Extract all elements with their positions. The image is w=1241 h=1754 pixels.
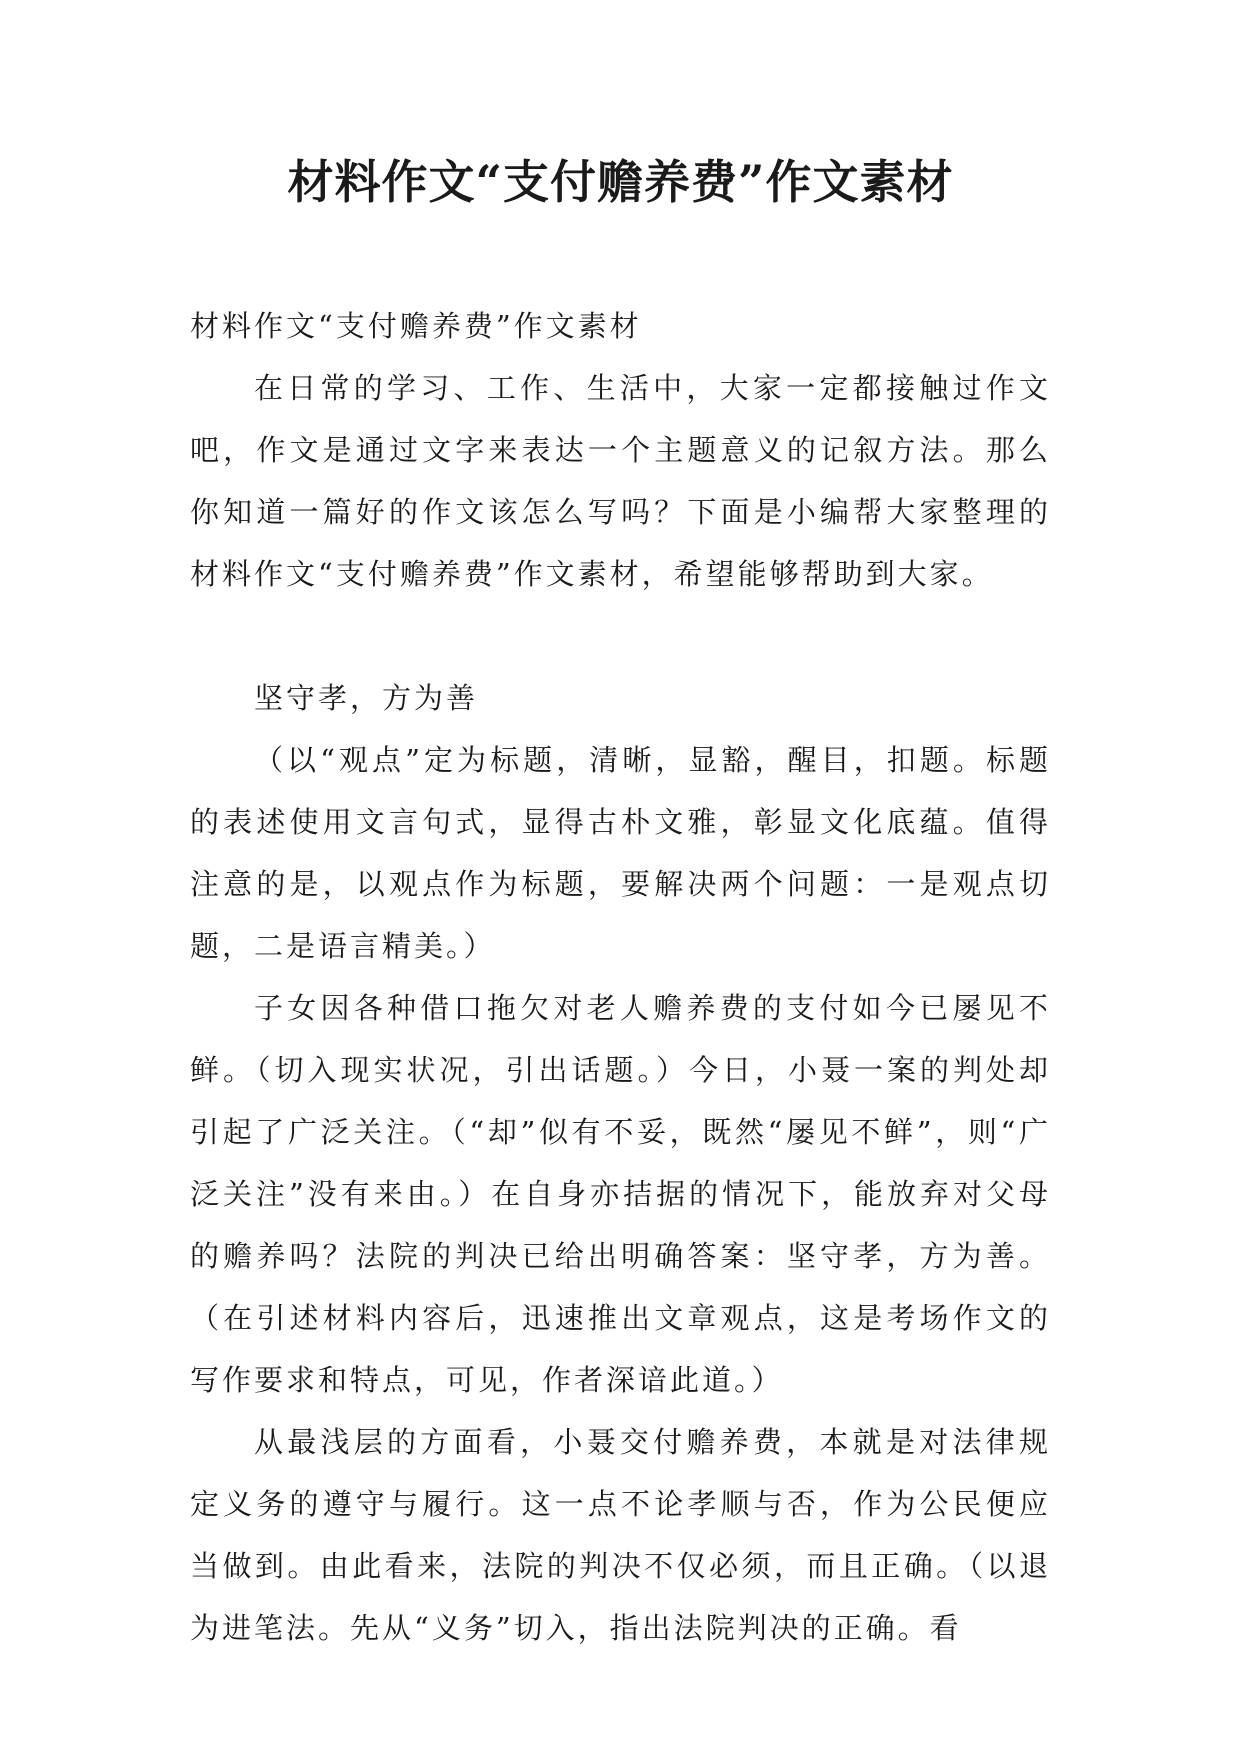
body-paragraph: 子女因各种借口拖欠对老人赡养费的支付如今已屡见不鲜。（切入现实状况，引出话题。）今日，小聂一案的判处却引起了广泛关注。（“却”似有不妥，既然“屡见不鲜”，则“广泛关注”没有来由。）在自身亦拮据的情况下，能放弃对父母的赡养吗？法院的判决已给出明确答案：坚守孝，方为善。（在引述材料内容后，迅速推出文章观点，这是考场作文的写作要求和特点，可见，作者深谙此道。）	[190, 991, 1051, 1397]
document-body	[190, 295, 1051, 1659]
comment-paragraph: （以“观点”定为标题，清晰，显豁，醒目，扣题。标题的表述使用文言句式，显得古朴文雅，彰显文化底蕴。值得注意的是，以观点作为标题，要解决两个问题：一是观点切题，二是语言精美。）	[190, 743, 1051, 963]
document-title: 材料作文“支付赡养费”作文素材	[287, 155, 954, 209]
body-paragraph: 从最浅层的方面看，小聂交付赡养费，本就是对法律规定义务的遵守与履行。这一点不论孝顺与否，作为公民便应当做到。由此看来，法院的判决不仅必须，而且正确。（以退为进笔法。先从“义务”切入，指出法院判决的正确。看	[190, 1425, 1051, 1645]
intro-paragraph: 在日常的学习、工作、生活中，大家一定都接触过作文吧，作文是通过文字来表达一个主题意义的记叙方法。那么你知道一篇好的作文该怎么写吗？下面是小编帮大家整理的材料作文“支付赡养费”作文素材，希望能够帮助到大家。	[190, 371, 1051, 591]
essay-heading: 坚守孝，方为善	[254, 681, 479, 715]
subtitle-paragraph: 材料作文“支付赡养费”作文素材	[190, 309, 642, 343]
paragraph-spacer	[190, 605, 1051, 667]
